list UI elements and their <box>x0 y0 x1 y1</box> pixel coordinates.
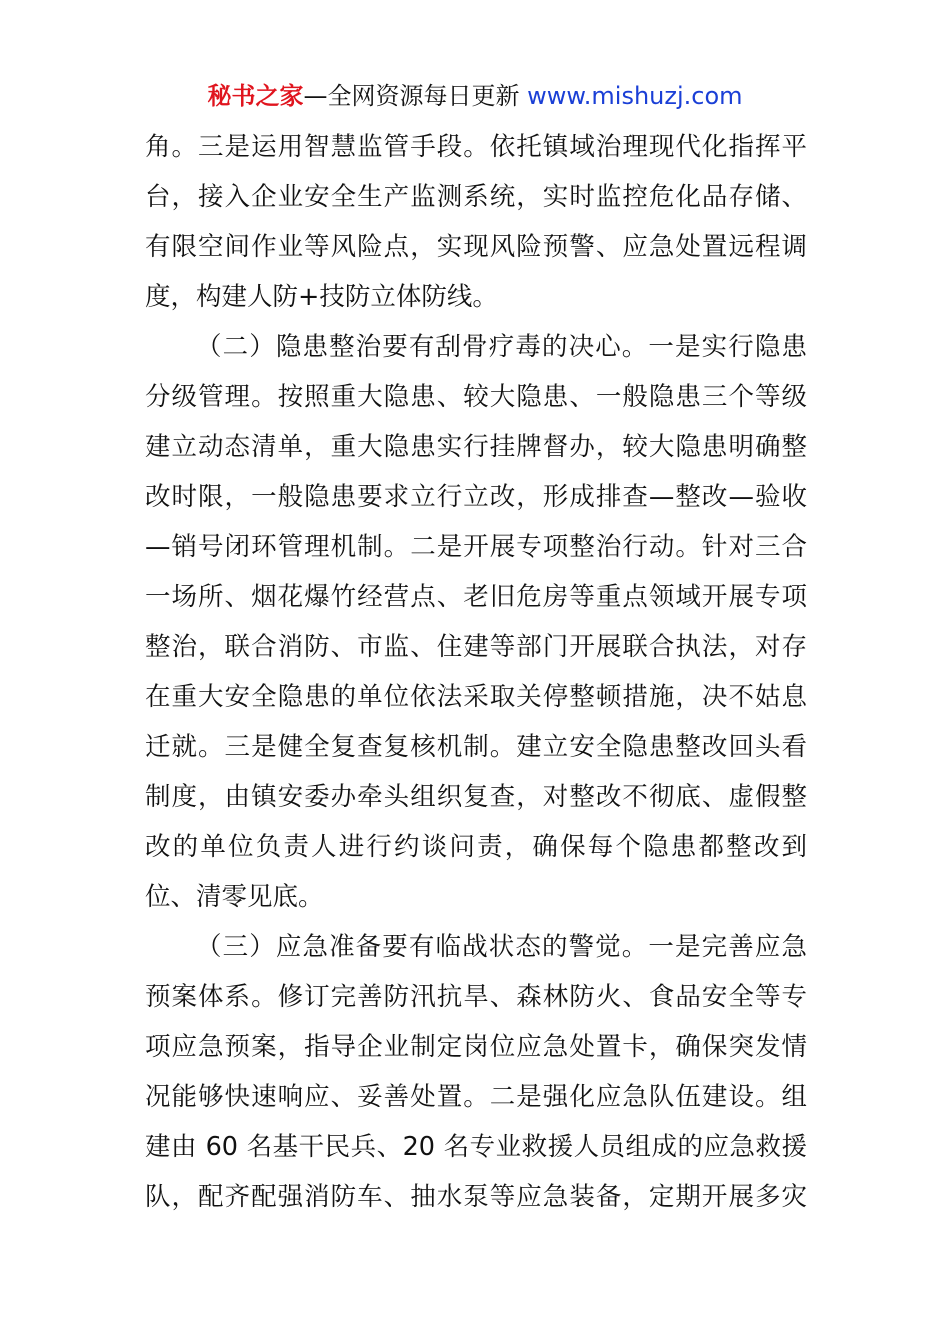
text-line: 位、清零见底。 <box>145 882 324 912</box>
text-line: 改时限，一般隐患要求立行立改，形成排查—整改—验收 <box>145 482 807 512</box>
section-heading-line: （二）隐患整治要有刮骨疗毒的决心。一是实行隐患 <box>196 332 807 362</box>
text-line: 预案体系。修订完善防汛抗旱、森林防火、食品安全等专 <box>145 982 807 1012</box>
text-line: 整治，联合消防、市监、住建等部门开展联合执法，对存 <box>145 632 807 662</box>
text-line: 有限空间作业等风险点，实现风险预警、应急处置远程调 <box>145 232 807 262</box>
text-line: 建由 60 名基干民兵、20 名专业救援人员组成的应急救援 <box>145 1132 807 1162</box>
text-line: 制度，由镇安委办牵头组织复查，对整改不彻底、虚假整 <box>145 782 807 812</box>
text-line: 况能够快速响应、妥善处置。二是强化应急队伍建设。组 <box>145 1082 807 1112</box>
text-line: 分级管理。按照重大隐患、较大隐患、一般隐患三个等级 <box>145 382 807 412</box>
text-line: 角。三是运用智慧监管手段。依托镇域治理现代化指挥平 <box>145 132 807 162</box>
text-line: 迁就。三是健全复查复核机制。建立安全隐患整改回头看 <box>145 732 807 762</box>
text-line: 台，接入企业安全生产监测系统，实时监控危化品存储、 <box>145 182 807 212</box>
text-line: 项应急预案，指导企业制定岗位应急处置卡，确保突发情 <box>145 1032 807 1062</box>
text-line: 在重大安全隐患的单位依法采取关停整顿措施，决不姑息 <box>145 682 807 712</box>
document-body <box>145 122 807 1222</box>
section-heading-line: （三）应急准备要有临战状态的警觉。一是完善应急 <box>196 932 807 962</box>
site-url[interactable]: www.mishuzj.com <box>527 82 743 110</box>
text-line: 改的单位负责人进行约谈问责，确保每个隐患都整改到 <box>145 832 807 862</box>
site-brand: 秘书之家 <box>207 82 304 110</box>
site-tagline: —全网资源每日更新 <box>303 82 528 110</box>
site-header <box>0 78 950 114</box>
text-line: 度，构建人防+技防立体防线。 <box>145 282 498 312</box>
text-line: 一场所、烟花爆竹经营点、老旧危房等重点领域开展专项 <box>145 582 807 612</box>
text-line: —销号闭环管理机制。二是开展专项整治行动。针对三合 <box>145 532 807 562</box>
text-line: 建立动态清单，重大隐患实行挂牌督办，较大隐患明确整 <box>145 432 807 462</box>
text-line: 队，配齐配强消防车、抽水泵等应急装备，定期开展多灾 <box>145 1182 807 1212</box>
